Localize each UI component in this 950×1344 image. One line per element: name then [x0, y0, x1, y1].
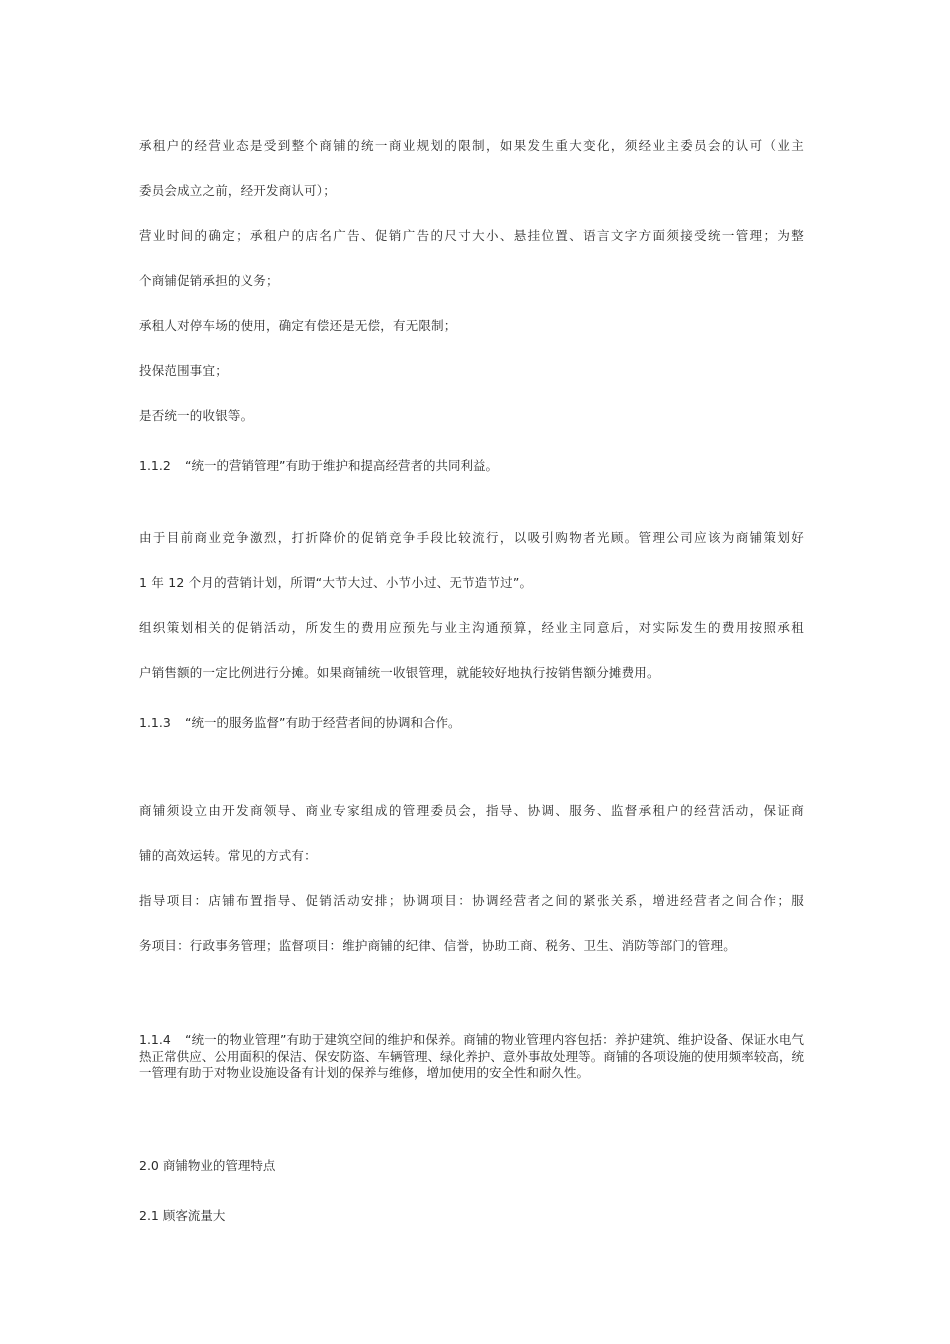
heading-2-1: 2.1 顾客流量大: [139, 1208, 226, 1223]
text-line: 由于目前商业竞争激烈，打折降价的促销竞争手段比较流行，以吸引购物者光顾。管理公司应该为商铺策划好: [139, 530, 804, 545]
section-number: 1.1.4: [139, 1032, 171, 1047]
text-line: 1 年 12 个月的营销计划，所谓“大节大过、小节小过、无节造节过”。: [139, 575, 533, 590]
text-line: 投保范围事宜；: [139, 363, 228, 378]
section-title: “统一的营销管理”有助于维护和提高经营者的共同利益。: [185, 458, 498, 473]
section-number: 1.1.3: [139, 715, 171, 730]
heading-2-0: 2.0 商铺物业的管理特点: [139, 1158, 276, 1173]
section-heading-1-1-3: [139, 715, 460, 731]
section-heading-1-1-2: [139, 458, 498, 474]
text-line: 户销售额的一定比例进行分摊。如果商铺统一收银管理，就能较好地执行按销售额分摊费用。: [139, 665, 660, 680]
text-line: 个商铺促销承担的义务；: [139, 273, 279, 288]
text-line: 承租人对停车场的使用，确定有偿还是无偿，有无限制；: [139, 318, 457, 333]
text-line: 铺的高效运转。常见的方式有：: [139, 848, 317, 863]
section-title: “统一的服务监督”有助于经营者间的协调和合作。: [185, 715, 461, 730]
text-line: 务项目：行政事务管理；监督项目：维护商铺的纪律、信誉，协助工商、税务、卫生、消防等部门的管理。: [139, 938, 736, 953]
text-line: 营业时间的确定；承租户的店名广告、促销广告的尺寸大小、悬挂位置、语言文字方面须接受统一管理；为整: [139, 228, 804, 243]
section-number: 1.1.2: [139, 458, 171, 473]
section-paragraph-1-1-4: [139, 1032, 804, 1082]
text-line: 承租户的经营业态是受到整个商铺的统一商业规划的限制，如果发生重大变化，须经业主委员会的认可（业主: [139, 138, 804, 153]
text-line: 指导项目：店铺布置指导、促销活动安排；协调项目：协调经营者之间的紧张关系，增进经营者之间合作；服: [139, 893, 804, 908]
text-line: 是否统一的收银等。: [139, 408, 254, 423]
text-line: 委员会成立之前，经开发商认可）；: [139, 183, 336, 198]
text-line: 商铺须设立由开发商领导、商业专家组成的管理委员会，指导、协调、服务、监督承租户的经营活动，保证商: [139, 803, 804, 818]
text-line: 组织策划相关的促销活动，所发生的费用应预先与业主沟通预算，经业主同意后，对实际发生的费用按照承租: [139, 620, 804, 635]
section-text: “统一的物业管理”有助于建筑空间的维护和保养。商铺的物业管理内容包括：养护建筑、维护设备、保证水电气热正常供应、公用面积的保洁、保安防盗、车辆管理、绿化养护、意外事故处理等。商铺的各项设施的使用频率较高，统一管理有助于对物业设施设备有计划的保养与维修，增加使用的安全性和耐久性。: [139, 1032, 804, 1080]
